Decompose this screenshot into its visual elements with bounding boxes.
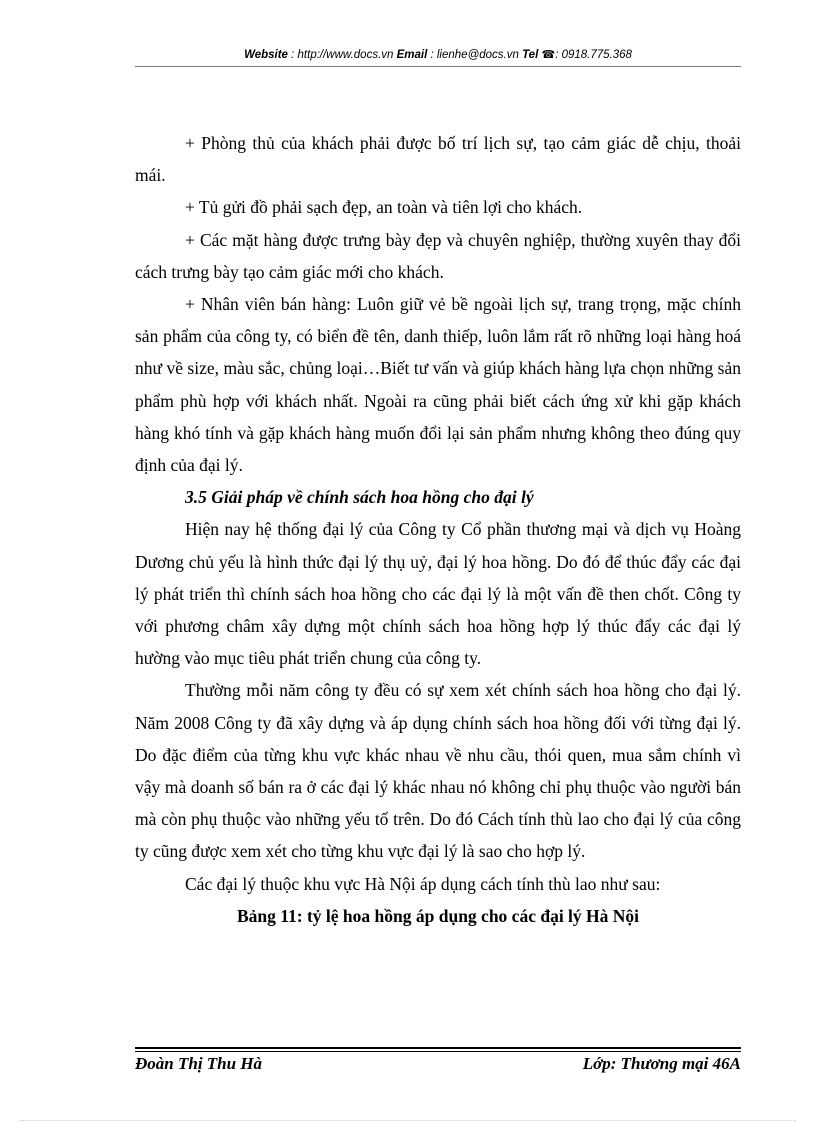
table-caption: Bảng 11: tỷ lệ hoa hồng áp dụng cho các đại lý Hà Nội [236, 905, 640, 926]
tel-label: Tel [522, 49, 539, 61]
footer-divider [135, 1047, 741, 1049]
footer-divider-thin [135, 1051, 741, 1052]
email-label: Email [396, 49, 428, 61]
footer-author: Đoàn Thị Thu Hà [135, 1054, 263, 1073]
email-address[interactable]: : lienhe@docs.vn [427, 49, 523, 61]
paragraph: + Các mặt hàng được trưng bày đẹp và chuyên nghiệp, thường xuyên thay đổi cách trưng bày tạo cảm giác mới cho khách. [135, 229, 741, 282]
document-body [135, 127, 741, 932]
page-header [135, 48, 741, 61]
paragraph: Hiện nay hệ thống đại lý của Công ty Cổ phần thương mại và dịch vụ Hoàng Dương chủ yếu là hình thức đại lý thụ uỷ, đại lý hoa hồng. Do đó để thúc đẩy các đại lý phát triển thì chính sách hoa hồng cho các đại lý là một vấn đề then chốt. Công ty với phương châm xây dựng một chính sách hoa hồng hợp lý thúc đẩy các đại lý hường vào mục tiêu phát triển chung của công ty. [135, 519, 741, 669]
phone-icon: ☎ [541, 49, 556, 61]
footer-class: Lớp: Thương mại 46A [582, 1054, 741, 1073]
website-url[interactable]: : http://www.docs.vn [287, 49, 397, 61]
paragraph: Các đại lý thuộc khu vực Hà Nội áp dụng cách tính thù lao như sau: [185, 873, 661, 894]
page-footer [135, 1054, 741, 1074]
page-edge [20, 1120, 796, 1121]
tel-number: : 0918.775.368 [555, 49, 632, 61]
section-heading: 3.5 Giải pháp về chính sách hoa hồng cho đại lý [185, 487, 534, 508]
website-label: Website [244, 49, 288, 61]
paragraph: + Tủ gửi đồ phải sạch đẹp, an toàn và tiên lợi cho khách. [185, 197, 583, 218]
paragraph: Thường mỗi năm công ty đều có sự xem xét chính sách hoa hồng cho đại lý. Năm 2008 Công ty đã xây dựng và áp dụng chính sách hoa hồng đối với từng đại lý. Do đặc điểm của từng khu vực khác nhau về nhu cầu, thói quen, mua sắm chính vì vậy mà doanh số bán ra ở các đại lý khác nhau nó không chỉ phụ thuộc vào người bán mà còn phụ thuộc vào những yếu tố trên. Do đó Cách tính thù lao cho đại lý của công ty cũng được xem xét cho từng khu vực đại lý là sao cho hợp lý. [135, 680, 741, 862]
header-divider [135, 66, 741, 67]
paragraph: + Phòng thủ của khách phải được bố trí lịch sự, tạo cảm giác dễ chịu, thoải mái. [135, 133, 741, 186]
paragraph: + Nhân viên bán hàng: Luôn giữ vẻ bề ngoài lịch sự, trang trọng, mặc chính sản phẩm của công ty, có biển đề tên, danh thiếp, luôn lắm rất rõ những loại hàng hoá như về size, màu sắc, chủng loại…Biết tư vấn và giúp khách hàng lựa chọn những sản phẩm phù hợp với khách nhất. Ngoài ra cũng phải biết cách ứng xử khi gặp khách hàng khó tính và gặp khách hàng muốn đổi lại sản phẩm nhưng không theo đúng quy định của đại lý. [135, 294, 741, 476]
